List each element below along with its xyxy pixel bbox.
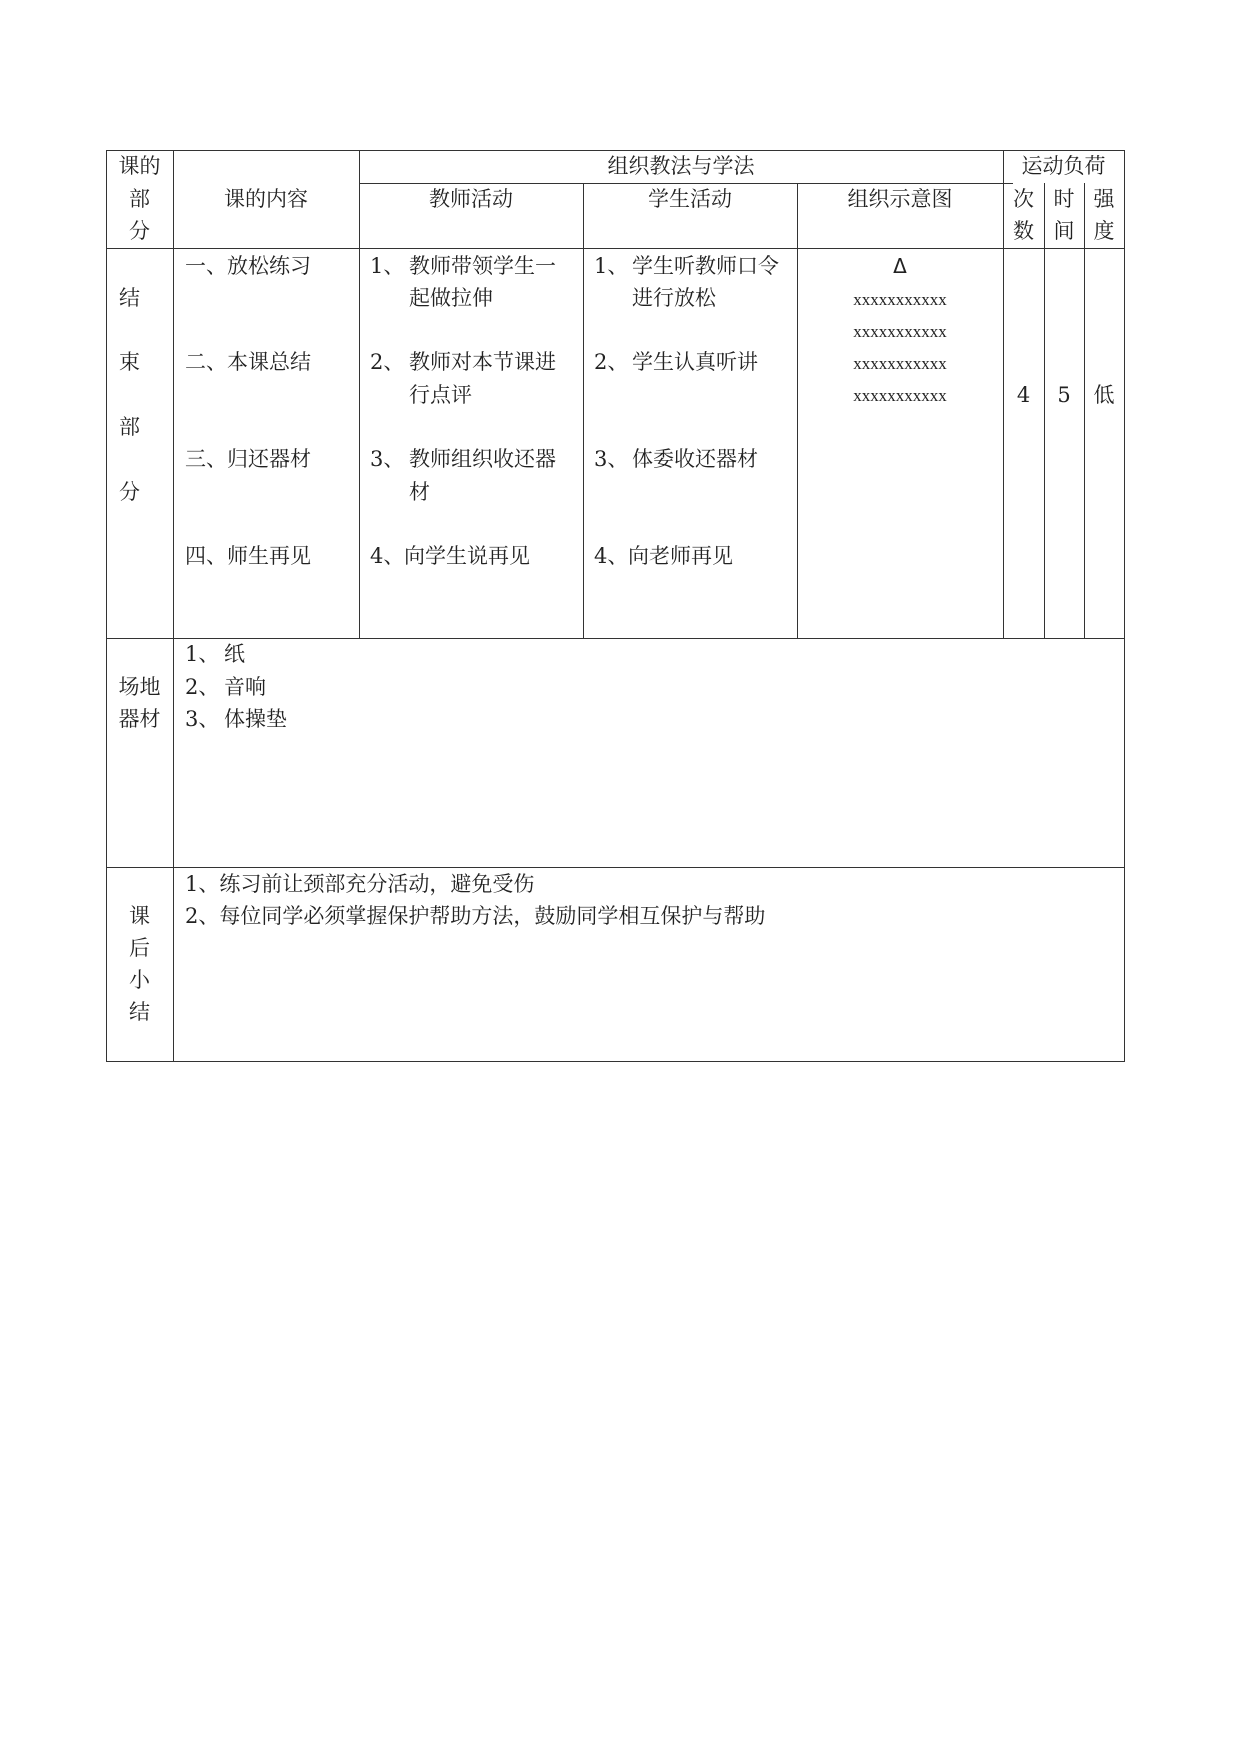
content-item-1: 一、放松练习 — [185, 254, 311, 278]
student-item-1-num: 1、 — [594, 254, 629, 278]
summary-label-line-3: 小 — [129, 968, 150, 992]
header-load-group: 运动负荷 — [1021, 154, 1106, 178]
header-teacher: 教师活动 — [429, 187, 513, 211]
student-column-line — [797, 183, 798, 639]
summary-item-2: 2、每位同学必须掌握保护帮助方法，鼓励同学相互保护与帮助 — [185, 904, 766, 928]
venue-item-3-text: 体操垫 — [224, 707, 287, 731]
teacher-column-line — [583, 183, 584, 639]
table-border-top — [106, 150, 1125, 151]
student-item-4-num: 4、 — [594, 544, 629, 568]
teacher-item-1-line-2: 起做拉伸 — [409, 286, 493, 310]
student-item-1-line-1: 学生听教师口令 — [632, 254, 779, 278]
header-count-line-1: 次 — [1013, 187, 1034, 211]
venue-divider-line — [106, 867, 1125, 868]
end-section-label-4: 分 — [119, 480, 140, 504]
count-column-line — [1044, 183, 1045, 639]
student-item-2-line-1: 学生认真听讲 — [632, 350, 758, 374]
teacher-item-4-line-1: 向学生说再见 — [404, 544, 530, 568]
header-time-line-1: 时 — [1053, 187, 1075, 211]
summary-label-line-2: 后 — [129, 936, 150, 960]
diagram-row-2: xxxxxxxxxxx — [853, 322, 947, 341]
student-item-4-line-1: 向老师再见 — [628, 544, 733, 568]
teacher-item-3-line-2: 材 — [409, 480, 430, 504]
content-item-2: 二、本课总结 — [185, 350, 311, 374]
end-section-label-3: 部 — [119, 415, 140, 439]
student-item-3-num: 3、 — [594, 447, 629, 471]
count-value: 4 — [1016, 383, 1031, 407]
content-item-4: 四、师生再见 — [185, 544, 311, 568]
teacher-item-2-num: 2、 — [370, 350, 405, 374]
teacher-item-3-num: 3、 — [370, 447, 405, 471]
teacher-item-3-line-1: 教师组织收还器 — [409, 447, 556, 471]
student-item-3-line-1: 体委收还器材 — [632, 447, 758, 471]
teacher-item-4-num: 4、 — [370, 544, 405, 568]
summary-label-line-1: 课 — [129, 904, 150, 928]
header-split-line — [359, 183, 1013, 184]
header-student: 学生活动 — [648, 187, 732, 211]
header-content: 课的内容 — [224, 187, 308, 211]
venue-label-line-1: 场地 — [118, 675, 161, 699]
diagram-teacher-marker: Δ — [893, 254, 907, 278]
time-value: 5 — [1057, 383, 1071, 407]
end-section-label-1: 结 — [119, 286, 140, 310]
content-item-3: 三、归还器材 — [185, 447, 311, 471]
header-intensity-line-1: 强 — [1093, 187, 1115, 211]
header-bottom-line — [106, 248, 1125, 249]
header-org-group: 组织教法与学法 — [607, 154, 755, 178]
header-diagram: 组织示意图 — [847, 187, 953, 211]
student-item-1-line-2: 进行放松 — [632, 286, 716, 310]
venue-item-3-num: 3、 — [185, 707, 220, 731]
header-part-line-1: 课的 — [118, 154, 161, 178]
header-part-line-2: 部 — [129, 187, 150, 211]
table-border-bottom — [106, 1061, 1125, 1062]
teacher-item-2-line-1: 教师对本节课进 — [409, 350, 556, 374]
content-column-line — [359, 150, 360, 639]
venue-item-2-text: 音响 — [224, 675, 266, 699]
label-column-line — [173, 150, 174, 1062]
teacher-item-2-line-2: 行点评 — [409, 383, 472, 407]
student-item-2-num: 2、 — [594, 350, 629, 374]
teacher-item-1-num: 1、 — [370, 254, 405, 278]
header-time-line-2: 间 — [1053, 219, 1075, 243]
teacher-item-1-line-1: 教师带领学生一 — [409, 254, 556, 278]
venue-item-1-text: 纸 — [224, 642, 245, 666]
section-divider-line — [106, 638, 1125, 639]
summary-label-line-4: 结 — [129, 1000, 150, 1024]
diagram-row-4: xxxxxxxxxxx — [853, 386, 947, 405]
intensity-value: 低 — [1093, 383, 1115, 407]
end-section-label-2: 束 — [119, 350, 140, 374]
venue-item-1-num: 1、 — [185, 642, 220, 666]
table-border-right — [1124, 150, 1125, 1062]
header-intensity-line-2: 度 — [1093, 219, 1115, 243]
diagram-row-1: xxxxxxxxxxx — [853, 290, 947, 309]
venue-label-line-2: 器材 — [118, 707, 161, 731]
time-column-line — [1084, 183, 1085, 639]
summary-item-1: 1、练习前让颈部充分活动，避免受伤 — [185, 872, 535, 896]
diagram-row-3: xxxxxxxxxxx — [853, 354, 947, 373]
venue-item-2-num: 2、 — [185, 675, 220, 699]
header-part-line-3: 分 — [129, 219, 150, 243]
header-count-line-2: 数 — [1013, 219, 1034, 243]
